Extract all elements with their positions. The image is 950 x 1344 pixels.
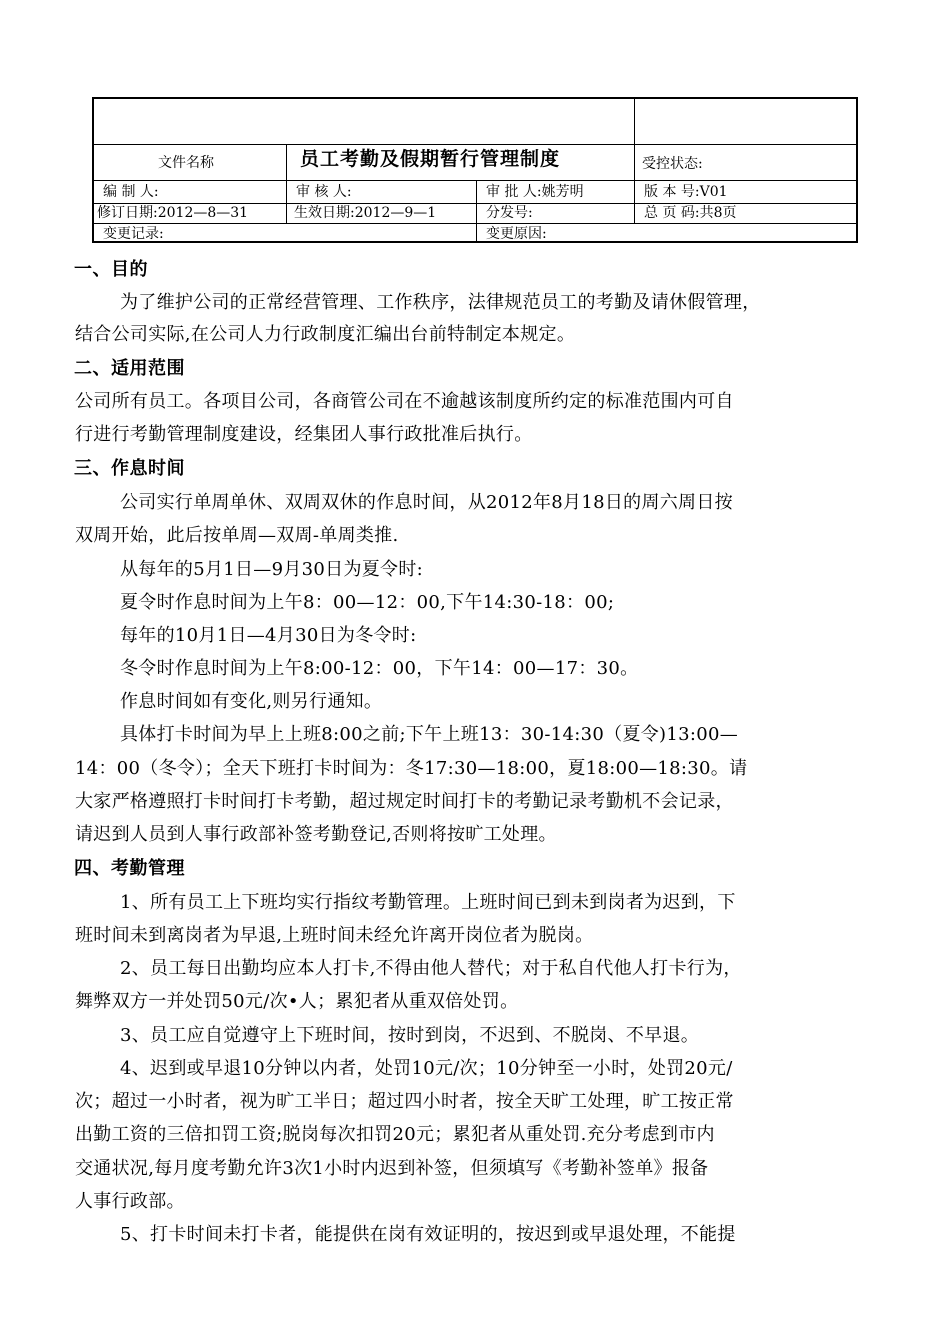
paragraph-line: 为了维护公司的正常经营管理、工作秩序，法律规范员工的考勤及请休假管理， — [120, 292, 761, 313]
effective-date-field: 生效日期:2012—9—1 — [294, 205, 437, 221]
paragraph-line: 5、打卡时间未打卡者，能提供在岗有效证明的，按迟到或早退处理，不能提 — [120, 1224, 736, 1245]
paragraph-line: 结合公司实际,在公司人力行政制度汇编出台前特制定本规定。 — [75, 324, 576, 345]
paragraph-line: 3、员工应自觉遵守上下班时间，按时到岗，不迟到、不脱岗、不早退。 — [120, 1025, 700, 1046]
section-heading: 三、作息时间 — [74, 458, 185, 479]
distribution-field: 分发号: — [486, 205, 533, 221]
change-record-field: 变更记录: — [103, 226, 164, 242]
paragraph-line: 作息时间如有变化,则另行通知。 — [120, 691, 383, 712]
paragraph-line: 人事行政部。 — [75, 1191, 185, 1212]
paragraph-line: 班时间未到离岗者为早退,上班时间未经允许离开岗位者为脱岗。 — [75, 925, 594, 946]
paragraph-line: 具体打卡时间为早上上班8:00之前;下午上班13：30-14:30（夏令)13:00— — [120, 724, 739, 745]
paragraph-line: 双周开始，此后按单周—双周-单周类推. — [75, 525, 399, 546]
version-field: 版 本 号:V01 — [644, 184, 728, 200]
paragraph-line: 大家严格遵照打卡时间打卡考勤，超过规定时间打卡的考勤记录考勤机不会记录， — [75, 791, 734, 812]
section-heading: 二、适用范围 — [74, 358, 185, 379]
paragraph-line: 从每年的5月1日—9月30日为夏令时: — [120, 559, 424, 580]
section-heading: 一、目的 — [74, 259, 148, 280]
paragraph-line: 次；超过一小时者，视为旷工半日；超过四小时者，按全天旷工处理，旷工按正常 — [75, 1091, 734, 1112]
section-heading: 四、考勤管理 — [74, 858, 185, 879]
paragraph-line: 公司实行单周单休、双周双休的作息时间，从2012年8月18日的周六周日按 — [120, 492, 733, 513]
paragraph-line: 行进行考勤管理制度建设，经集团人事行政批准后执行。 — [75, 424, 533, 445]
paragraph-line: 舞弊双方一并处罚50元/次•人；累犯者从重双倍处罚。 — [75, 991, 519, 1012]
file-name-label: 文件名称 — [158, 155, 214, 171]
control-status: 受控状态: — [642, 156, 703, 172]
table-rule — [476, 180, 477, 243]
paragraph-line: 冬令时作息时间为上午8:00-12：00，下午14：00—17：30。 — [120, 658, 639, 679]
paragraph-line: 每年的10月1日—4月30日为冬令时: — [120, 625, 417, 646]
paragraph-line: 1、所有员工上下班均实行指纹考勤管理。上班时间已到未到岗者为迟到，下 — [120, 892, 736, 913]
paragraph-line: 4、迟到或早退10分钟以内者，处罚10元/次；10分钟至一小时，处罚20元/ — [120, 1058, 733, 1079]
editor-field: 编 制 人: — [103, 184, 159, 200]
paragraph-line: 出勤工资的三倍扣罚工资;脱岗每次扣罚20元；累犯者从重处罚.充分考虑到市内 — [75, 1124, 715, 1145]
approver-field: 审 批 人:姚芳明 — [486, 184, 584, 200]
total-pages-field: 总 页 码:共8页 — [644, 205, 737, 221]
table-rule — [92, 180, 858, 181]
table-rule — [634, 97, 635, 224]
change-reason-field: 变更原因: — [486, 226, 547, 242]
table-rule — [92, 223, 858, 224]
paragraph-line: 夏令时作息时间为上午8：00—12：00,下午14:30-18：00; — [120, 592, 615, 613]
paragraph-line: 14：00（冬令）；全天下班打卡时间为：冬17:30—18:00，夏18:00—18:30。请 — [75, 758, 748, 779]
paragraph-line: 交通状况,每月度考勤允许3次1小时内迟到补签，但须填写《考勤补签单》报备 — [75, 1158, 709, 1179]
reviewer-field: 审 核 人: — [296, 184, 352, 200]
paragraph-line: 请迟到人员到人事行政部补签考勤登记,否则将按旷工处理。 — [75, 824, 557, 845]
table-rule — [286, 144, 287, 224]
paragraph-line: 公司所有员工。各项目公司，各商管公司在不逾越该制度所约定的标准范围内可自 — [75, 391, 734, 412]
document-title: 员工考勤及假期暂行管理制度 — [300, 148, 561, 170]
revision-date-field: 修订日期:2012—8—31 — [97, 205, 249, 221]
paragraph-line: 2、员工每日出勤均应本人打卡,不得由他人替代；对于私自代他人打卡行为， — [120, 958, 742, 979]
